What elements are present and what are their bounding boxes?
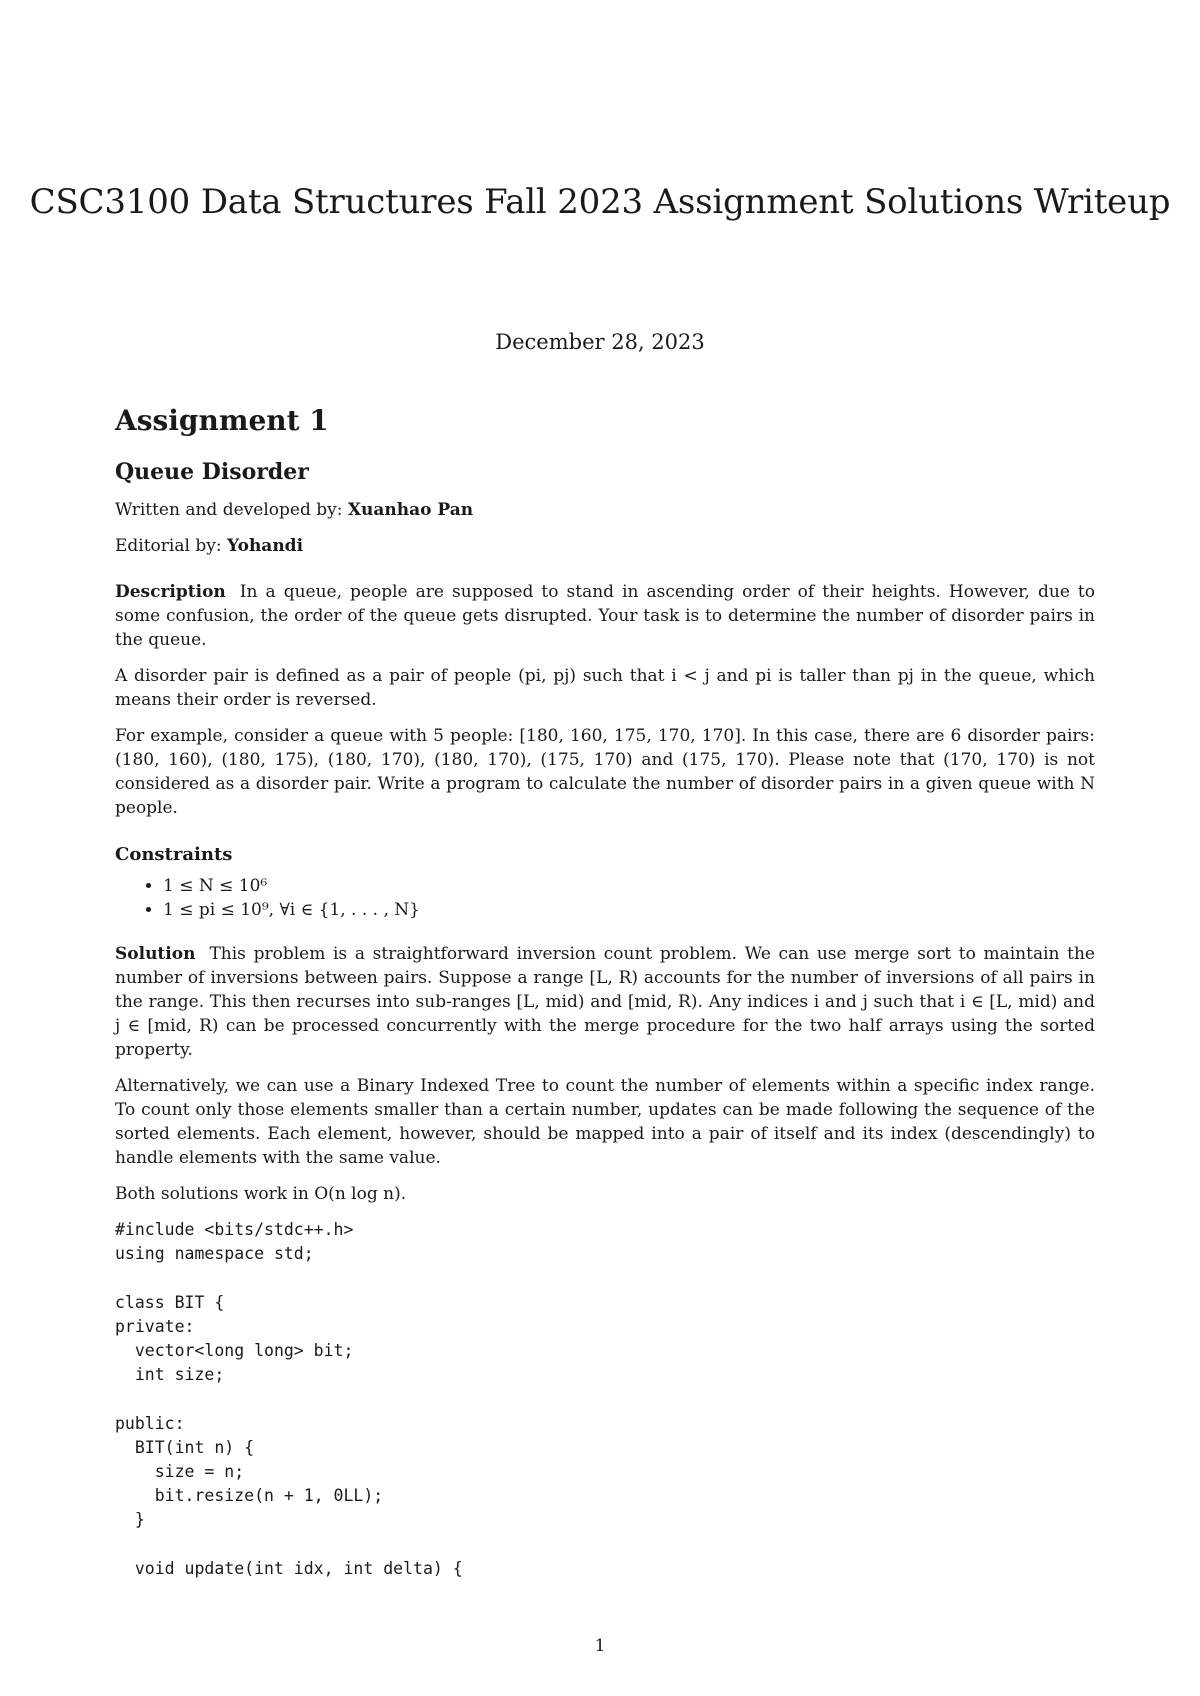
code-listing: #include <bits/stdc++.h> using namespace std; class BIT { private: vector<long long> bit; int size; public: BIT(int n) { size = n; bit.resize(n + 1, 0LL); } void update(int idx, int delta) { (115, 1220, 463, 1578)
editorial-label: Editorial by: (115, 536, 227, 556)
description-paragraph-2: A disorder pair is defined as a pair of people (pi, pj) such that i < j and pi is taller than pj in the queue, which means their order is reversed. (115, 666, 1095, 710)
document-date: December 28, 2023 (495, 330, 705, 354)
description-text-1: In a queue, people are supposed to stand in ascending order of their heights. However, due to some confusion, the order of the queue gets disrupted. Your task is to determine the number of disorder pairs in the queue. (115, 582, 1095, 650)
written-author: Xuanhao Pan (347, 500, 474, 520)
author-line (115, 498, 1095, 522)
solution-paragraph-3: Both solutions work in O(n log n). (115, 1184, 407, 1204)
section-heading: Assignment 1 (115, 404, 329, 437)
page-number: 1 (594, 1636, 606, 1656)
solution-paragraph-1 (115, 942, 1095, 1062)
main-content (115, 400, 1095, 1581)
editorial-author: Yohandi (226, 536, 304, 556)
document-title: CSC3100 Data Structures Fall 2023 Assignment Solutions Writeup (29, 182, 1171, 222)
description-lead: Description (115, 582, 226, 602)
description-paragraph-1 (115, 580, 1095, 652)
subsection-heading: Queue Disorder (115, 459, 309, 485)
solution-lead: Solution (115, 944, 196, 964)
written-label: Written and developed by: (115, 500, 348, 520)
solution-text-1: This problem is a straightforward inversion count problem. We can use merge sort to maintain the number of inversions between pairs. Suppose a range [L, R) accounts for the number of inversions of all pairs in the range. This then recurses into sub-ranges [L, mid) and [mid, R). Any indices i and j such that i ∈ [L, mid) and j ∈ [mid, R) can be processed concurrently with the merge procedure for the two half arrays using the sorted property. (115, 944, 1095, 1060)
constraint-item: • 1 ≤ N ≤ 10⁶ (163, 874, 1095, 898)
constraints-heading: Constraints (115, 844, 233, 865)
solution-paragraph-2: Alternatively, we can use a Binary Indexed Tree to count the number of elements within a specific index range. To count only those elements smaller than a certain number, updates can be made following the sequence of the sorted elements. Each element, however, should be mapped into a pair of itself and its index (descendingly) to handle elements with the same value. (115, 1076, 1095, 1168)
constraint-item: • 1 ≤ pi ≤ 10⁹, ∀i ∈ {1, . . . , N} (163, 898, 1095, 922)
editorial-line (115, 534, 1095, 558)
constraints-list (115, 874, 1095, 922)
description-paragraph-3: For example, consider a queue with 5 people: [180, 160, 175, 170, 170]. In this case, there are 6 disorder pairs: (180, 160), (180, 175), (180, 170), (180, 170), (175, 170) and (175, 170). Please note that (170, 170) is not considered as a disorder pair. Write a program to calculate the number of disorder pairs in a given queue with N people. (115, 726, 1095, 818)
